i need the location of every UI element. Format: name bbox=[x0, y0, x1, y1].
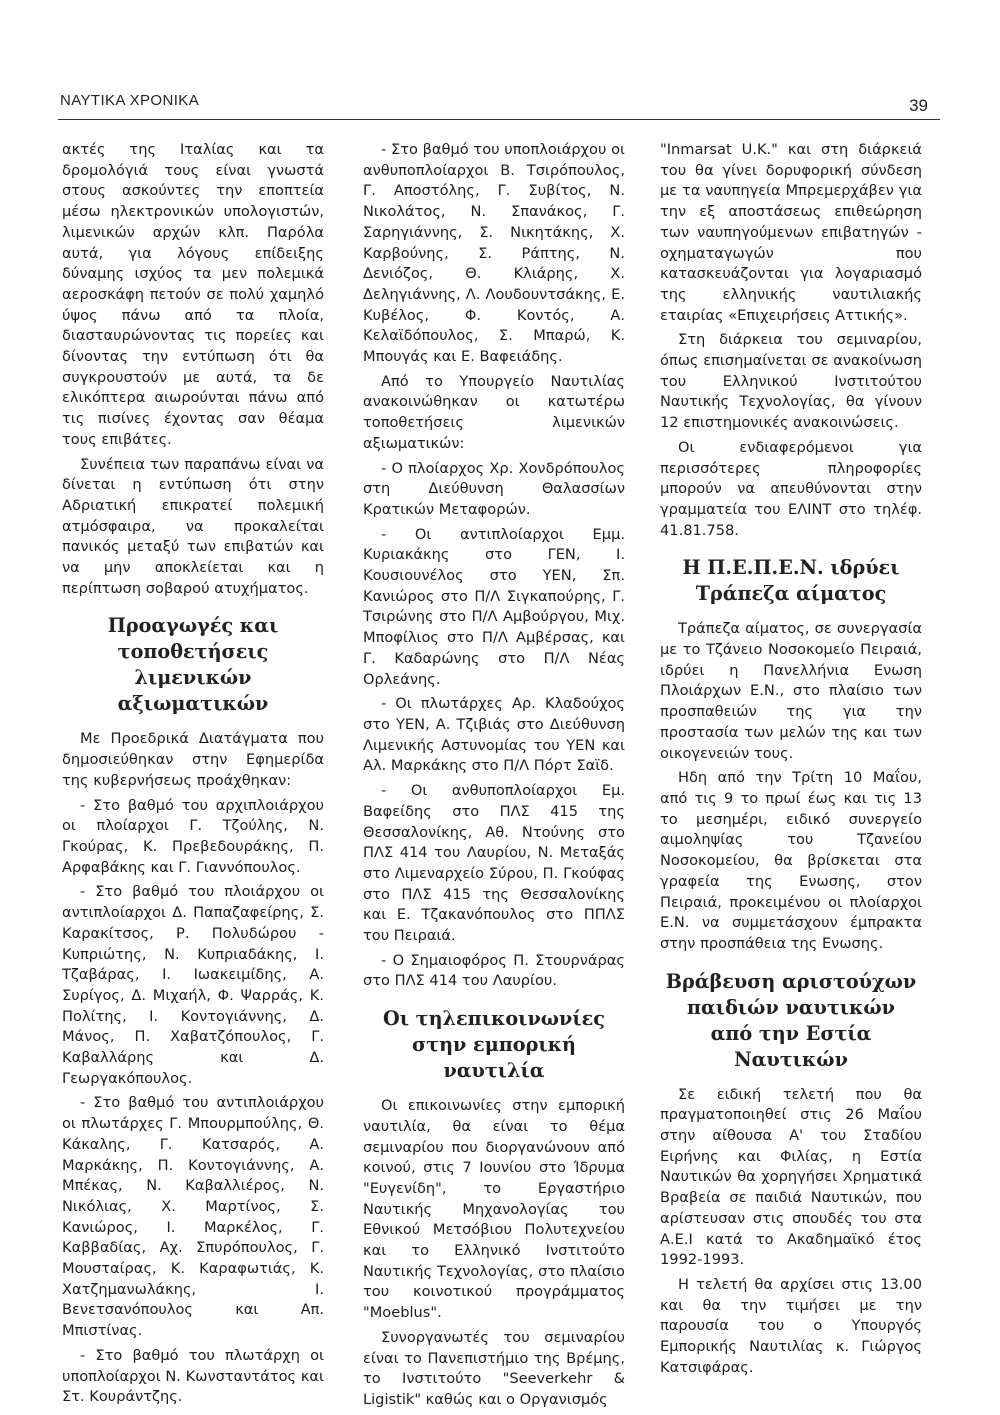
article-headline: Οι τηλεπικοινωνίες στην εμπορική ναυτιλία bbox=[383, 1007, 605, 1083]
article-paragraph: - Ο Σημαιοφόρος Π. Στουρνάρας στο ΠΛΣ 414 του Λαυρίου. bbox=[363, 951, 625, 990]
text-column-2 bbox=[363, 140, 625, 1415]
article-paragraph: Συνοργανωτές του σεμιναρίου είναι το Πανεπιστήμιο της Βρέμης, το Ινστιτούτο "Seeverkehr & Ligistik" καθώς και ο Οργανισμός bbox=[363, 1328, 625, 1408]
article-paragraph: Οι ενδιαφερόμενοι για περισσότερες πληροφορίες μπορούν να απευθύνονται στην γραμματεία του ΕΛΙΝΤ στο τηλέφ. 41.81.758. bbox=[660, 438, 922, 539]
running-title: ΝΑΥΤΙΚΑ ΧΡΟΝΙΚΑ bbox=[60, 92, 200, 109]
article-paragraph: "Inmarsat U.K." και στη διάρκειά του θα γίνει δορυφορική σύνδεση με τα ναυπηγεία Μπρεμερχάβεν για την εξ αποστάσεως επιθεώρηση των ναυπηγούμενων επιβατηγών - οχηματαγωγών που κατασκευάζονται για λογαριασμό της ελληνικής ναυτιλιακής εταιρίας «Επιχειρήσεις Αττικής». bbox=[660, 141, 922, 324]
article-paragraph: - Στο βαθμό του πλωτάρχη οι υποπλοίαρχοι Ν. Κωνσταντάτος και Στ. Κουράντζης. bbox=[62, 1346, 324, 1406]
article-paragraph: Σε ειδική τελετή που θα πραγματοποιηθεί στις 26 Μαΐου στην αίθουσα Α' του Σταδίου Ειρήνης και Φιλίας, η Εστία Ναυτικών θα χορηγήσει Χρηματικά Βραβεία σε παιδιά Ναυτικών, που αρίστευσαν στις σπουδές του στα Α.Ε.Ι κατά το Ακαδημαϊκό έτος 1992-1993. bbox=[660, 1085, 922, 1269]
article-paragraph: - Οι πλωτάρχες Αρ. Κλαδούχος στο ΥΕΝ, Α. Τζιβιάς στο Διεύθυνση Λιμενικής Αστυνομίας του ΥΕΝ και Αλ. Μαρκάκης στο Π/Λ Πόρτ Σαϊδ. bbox=[363, 695, 625, 775]
article-paragraph: Στη διάρκεια του σεμιναρίου, όπως επισημαίνεται σε ανακοίνωση του Ελληνικού Ινστιτούτου Ναυτικής Τεχνολογίας, θα γίνουν 12 επιστημονικές ανακοινώσεις. bbox=[660, 331, 922, 432]
article-paragraph: Με Προεδρικά Διατάγματα που δημοσιεύθηκαν στην Εφημερίδα της κυβερνήσεως προάχθηκαν: bbox=[62, 730, 324, 789]
header-rule bbox=[58, 119, 940, 120]
article-paragraph: - Στο βαθμό του αρχιπλοιάρχου οι πλοίαρχοι Γ. Τζούλης, Ν. Γκούρας, Κ. Πρεβεδουράκης, Π. Αρφαβάκης και Γ. Γιαννόπουλος. bbox=[62, 796, 324, 876]
page-number: 39 bbox=[909, 96, 928, 115]
article-paragraph: Η τελετή θα αρχίσει στις 13.00 και θα την τιμήσει με την παρουσία του ο Υπουργός Εμπορικής Ναυτιλίας κ. Γιώργος Κατσιφάρας. bbox=[660, 1275, 922, 1376]
article-paragraph: ακτές της Ιταλίας και τα δρομολόγιά τους είναι γνωστά στους ασκούντες την εποπτεία μέσω ηλεκτρονικών υπολογιστών, λιμενικών αρχών κλπ. Παρόλα αυτά, για λόγους επίδειξης δύναμης ισχύος τα μεν πολεμικά αεροσκάφη πετούν σε πολύ χαμηλό ύψος πάνω από τα πλοία, διασταυρώνοντας τις πορείες και δίνοντας την εντύπωση ότι θα συγκρουστούν με αυτά, τα δε ελικόπτερα αιωρούνται πάνω από τις πισίνες έχοντας σαν θέαμα τους επιβάτες. bbox=[62, 141, 324, 448]
article-paragraph: - Οι αντιπλοίαρχοι Εμμ. Κυριακάκης στο ΓΕΝ, Ι. Κουσιουνέλος στο ΥΕΝ, Σπ. Κανιώρος στο Π/Λ Σιγκαπούρης, Γ. Τσιρώνης στο Π/Λ Αμβούργου, Μιχ. Μποφίλιος στο Π/Λ Αμβέρσας, και Γ. Καδαρώνης στο Π/Λ Νέας Ορλεάνης. bbox=[363, 525, 625, 688]
article-paragraph: - Στο βαθμό του πλοιάρχου οι αντιπλοίαρχοι Δ. Παπαζαφείρης, Σ. Καρακίτσος, Ρ. Πολυδώρου - Κυπριώτης, Ν. Κυπριαδάκης, Ι. Τζαβάρας, Ι. Ιωακειμίδης, Α. Συρίγος, Δ. Μιχαήλ, Φ. Ψαρράς, Κ. Πολίτης, Ι. Κοντογιάννης, Δ. Μάνος, Π. Χαβατζόπουλος, Γ. Καβαλλάρης και Δ. Γεωργακόπουλος. bbox=[62, 883, 324, 1087]
article-paragraph: Ηδη από την Τρίτη 10 Μαΐου, από τις 9 το πρωί έως και τις 13 το μεσημέρι, ειδικό συνεργείο αιμοληψίας του Τζανείου Νοσοκομείου, θα βρίσκεται στα γραφεία της Ενωσης, στον Πειραιά, προκειμένου οι πλοίαρχοι Ε.Ν. να συμμετάσχουν έμπρακτα στην προσπάθεια της Ενωσης. bbox=[660, 769, 922, 952]
article-paragraph: Από το Υπουργείο Ναυτιλίας ανακοινώθηκαν οι κατωτέρω τοποθετήσεις λιμενικών αξιωματικών: bbox=[363, 372, 625, 452]
article-paragraph: - Ο πλοίαρχος Χρ. Χονδρόπουλος στη Διεύθυνση Θαλασσίων Κρατικών Μεταφορών. bbox=[363, 459, 625, 518]
article-paragraph: Συνέπεια των παραπάνω είναι να δίνεται η εντύπωση ότι στην Αδριατική επικρατεί πολεμική ατμόσφαιρα, να προκαλείται πανικός μεταξύ των επιβατών και να μην αποκλείεται και η περίπτωση σοβαρού ατυχήματος. bbox=[62, 455, 324, 597]
article-paragraph: - Στο βαθμό του υποπλοιάρχου οι ανθυποπλοίαρχοι Β. Τσιρόπουλος, Γ. Αποστόλης, Γ. Συβίτος, Ν. Νικολάτος, Ν. Σπανάκος, Γ. Σαρηγιάννης, Σ. Νικητάκης, Χ. Καρβούνης, Σ. Ράπτης, Ν. Δενιόζος, Θ. Κλιάρης, Χ. Δεληγιάννης, Λ. Λουδουντσάκης, Ε. Κυβέλος, Φ. Κοντός, Α. Κελαϊδόπουλος, Σ. Μπαρώ, Κ. Μπουγάς και Ε. Βαφειάδης. bbox=[363, 141, 625, 366]
article-paragraph: Οι επικοινωνίες στην εμπορική ναυτιλία, θα είναι το θέμα σεμιναρίου που διοργανώνουν από κοινού, στις 7 Ιουνίου στο Ίδρυμα "Ευγενίδη", το Εργαστήριο Ναυτικής Μηχανολογίας του Εθνικού Μετσόβιου Πολυτεχνείου και το Ελληνικό Ινστιτούτο Ναυτικής Τεχνολογίας, στο πλαίσιο του κοινοτικού προγράμματος "Moeblus". bbox=[363, 1097, 625, 1322]
article-headline: Προαγωγές και τοποθετήσεις λιμενικών αξιωματικών bbox=[107, 614, 279, 716]
text-column-3 bbox=[660, 140, 922, 1382]
article-paragraph: - Στο βαθμό του αντιπλοιάρχου οι πλωτάρχες Γ. Μπουρμπούλης, Θ. Κάκαλης, Γ. Κατσαρός, Α. Μαρκάκης, Π. Κοντογιάννης, Α. Μπέκας, Ν. Καβαλλιέρος, Ν. Νικόλιας, Χ. Μαρτίνος, Σ. Κανιώρος, Ι. Μαρκέλος, Γ. Καββαδίας, Αχ. Σπυρόπουλος, Γ. Μουσταίρας, Κ. Καραφωτιάς, Κ. Χατζημανωλάκης, Ι. Βενετσανόπουλος και Απ. Μπιστίνας. bbox=[62, 1094, 324, 1340]
article-headline: Η Π.Ε.Π.Ε.Ν. ιδρύει Τράπεζα αίματος bbox=[682, 556, 900, 606]
text-column-1 bbox=[62, 140, 324, 1412]
article-headline: Βράβευση αριστούχων παιδιών ναυτικών από την Εστία Ναυτικών bbox=[665, 969, 917, 1071]
article-paragraph: Τράπεζα αίματος, σε συνεργασία με το Τζάνειο Νοσοκομείο Πειραιά, ιδρύει η Πανελλήνια Ενωση Πλοιάρχων Ε.Ν., στο πλαίσιο των προσπαθειών της για την προστασία των μελών της και των οικογενειών τους. bbox=[660, 620, 922, 762]
article-paragraph: - Οι ανθυποπλοίαρχοι Εμ. Βαφείδης στο ΠΛΣ 415 της Θεσσαλονίκης, Αθ. Ντούνης στο ΠΛΣ 414 του Λαυρίου, Ν. Μεταξάς στο Λιμεναρχείο Σύρου, Π. Γκούφας στο ΠΛΣ 415 της Θεσσαλονίκης και Ε. Τζακανόπουλος στο ΠΠΛΣ του Πειραιά. bbox=[363, 782, 625, 945]
